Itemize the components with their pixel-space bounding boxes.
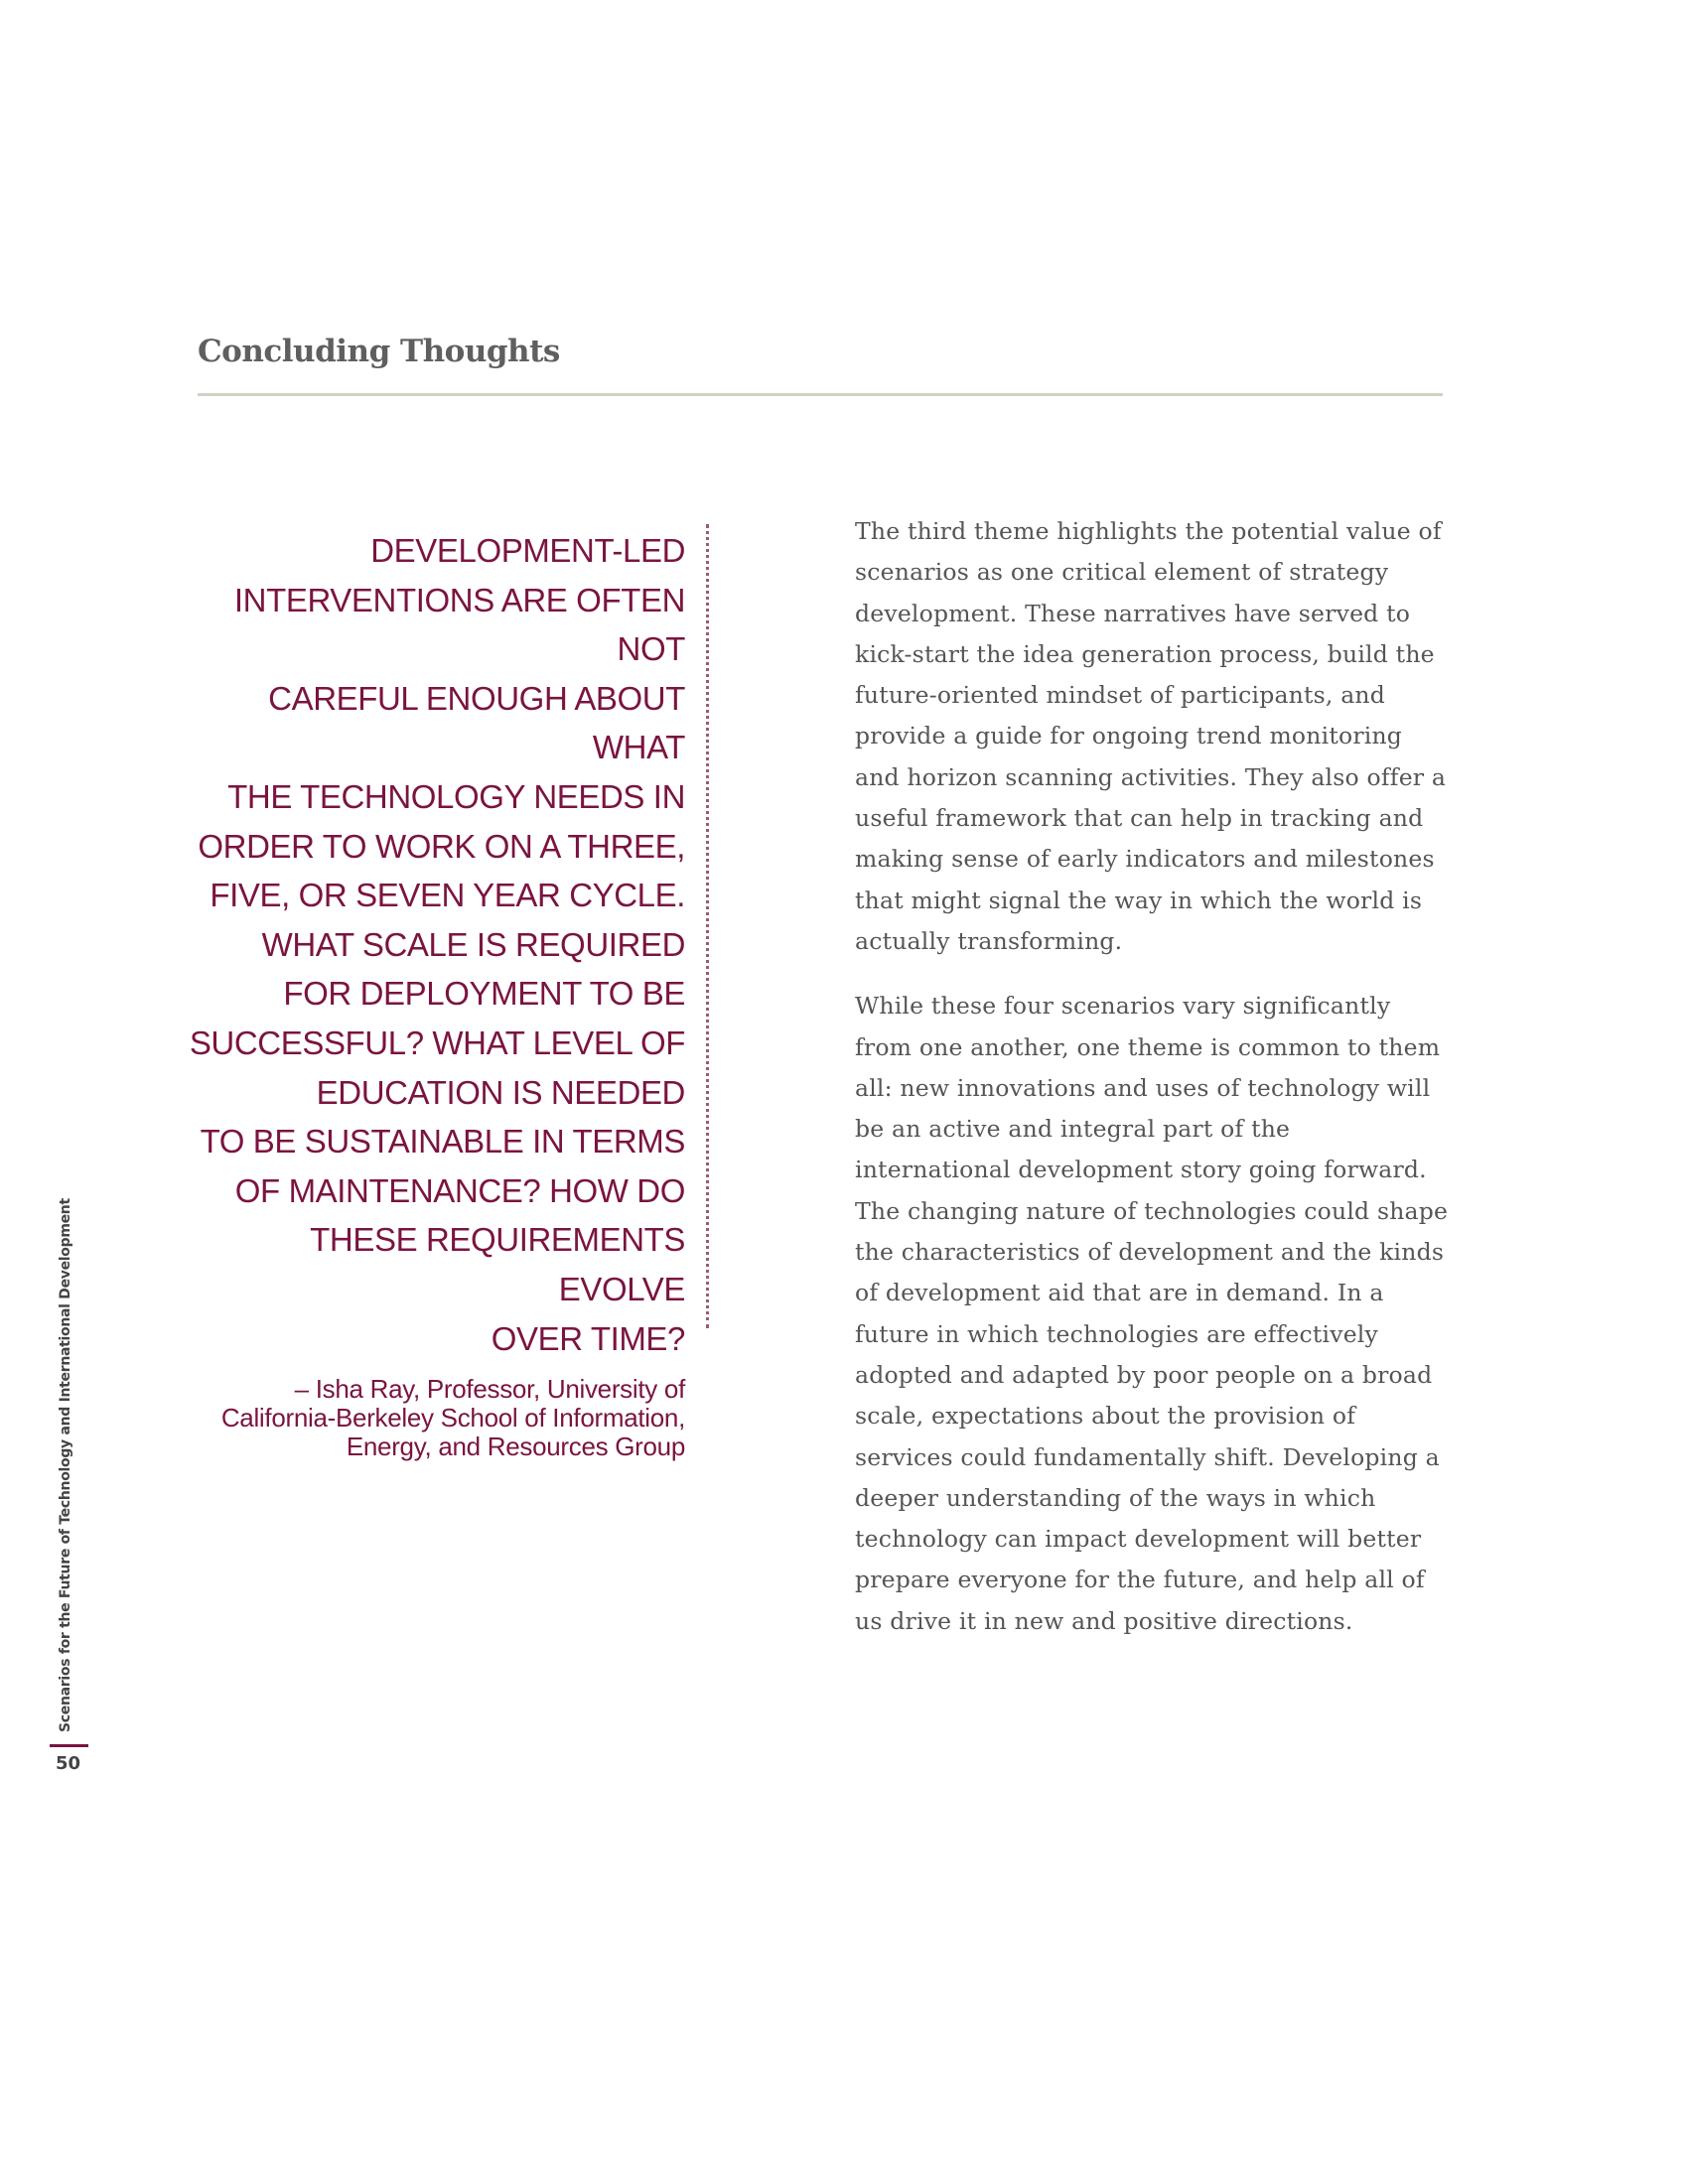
quote-attribution	[189, 1375, 685, 1461]
quote-line: DEVELOPMENT-LED	[370, 532, 685, 569]
attribution-line: Energy, and Resources Group	[346, 1432, 685, 1462]
quote-line: ORDER TO WORK ON A THREE,	[198, 827, 685, 865]
attribution-line: California-Berkeley School of Information,	[220, 1403, 685, 1433]
quote-line: EDUCATION IS NEEDED	[316, 1073, 685, 1111]
attribution-line: – Isha Ray, Professor, University of	[294, 1374, 685, 1405]
body-paragraph: The third theme highlights the potential value of scenarios as one critical element of strategy development. These narratives have served to kick-start the idea generation process, build the future-oriented mindset of participants, and provide a guide for ongoing trend monitoring and horizon scanning activities. They also offer a useful framework that can help in tracking and making sense of early indicators and milestones that might signal the way in which the world is actually transforming.	[855, 517, 1447, 955]
quote-line: TO BE SUSTAINABLE IN TERMS	[200, 1123, 685, 1160]
dotted-divider	[706, 524, 709, 1328]
body-text	[855, 511, 1451, 1666]
quote-line: WHAT SCALE IS REQUIRED	[261, 925, 685, 963]
quote-line: THE TECHNOLOGY NEEDS IN	[227, 777, 685, 815]
quote-line: FIVE, OR SEVEN YEAR CYCLE.	[210, 877, 685, 914]
body-paragraph: While these four scenarios vary significantly from one another, one theme is common to them all: new innovations and uses of technology will be an active and integral part of the international development story going forward. The changing nature of technologies could shape the characteristics of development and the kinds of development aid that are in demand. In a future in which technologies are effectively adopted and adapted by poor people on a broad scale, expectations about the provision of services could fundamentally shift. Developing a deeper understanding of the ways in which technology can impact development will better prepare everyone for the future, and help all of us drive it in new and positive directions.	[855, 992, 1449, 1635]
running-title: Scenarios for the Future of Technology and International Development	[58, 1198, 73, 1732]
section-heading: Concluding Thoughts	[198, 334, 560, 369]
pull-quote	[189, 526, 685, 1461]
pull-quote-text	[189, 526, 685, 1363]
quote-line: SUCCESSFUL? WHAT LEVEL OF	[189, 1024, 685, 1061]
quote-line: CAREFUL ENOUGH ABOUT WHAT	[268, 679, 685, 766]
quote-line: FOR DEPLOYMENT TO BE	[283, 975, 685, 1013]
page-number: 50	[56, 1753, 81, 1774]
quote-line: THESE REQUIREMENTS EVOLVE	[310, 1221, 685, 1307]
heading-rule	[198, 393, 1443, 396]
quote-line: INTERVENTIONS ARE OFTEN NOT	[233, 581, 685, 668]
page-number-bar	[50, 1744, 88, 1747]
quote-line: OVER TIME?	[491, 1319, 685, 1357]
quote-line: OF MAINTENANCE? HOW DO	[234, 1171, 685, 1209]
